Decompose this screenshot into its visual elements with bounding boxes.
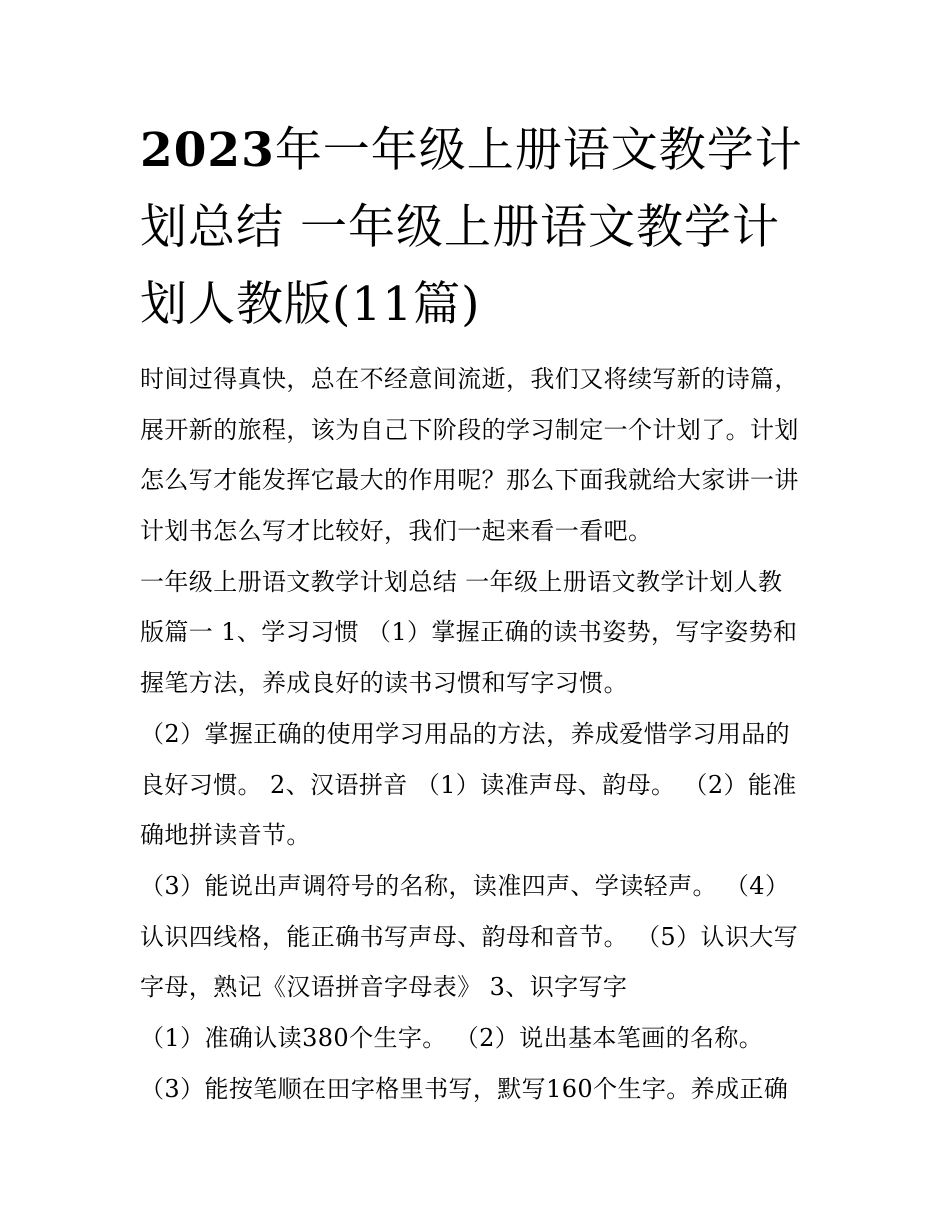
text-line: 时间过得真快，总在不经意间流逝，我们又将续写新的诗篇， (140, 365, 799, 393)
text-line: （2）掌握正确的使用学习用品的方法，养成爱惜学习用品的 (140, 719, 791, 748)
title-year: 2023 (140, 123, 275, 178)
title-text: 年一年级上册语文教学计划总结 一年级上册语文教学计划人教版(11篇) (140, 123, 803, 332)
text-line: （1）准确认读380个生字。 （2）说出基本笔画的名称。 (140, 1023, 764, 1052)
text-line: 计划书怎么写才比较好，我们一起来看一看吧。 (140, 517, 653, 546)
text-line: （3）能说出声调符号的名称，读准四声、学读轻声。 （4） (140, 871, 790, 900)
document-body (140, 354, 820, 1114)
text-line: 握笔方法，养成良好的读书习惯和写字习惯。 (140, 669, 628, 698)
text-line: 字母，熟记《汉语拼音字母表》 3、识字写字 (140, 973, 628, 1002)
text-line: 良好习惯。 2、汉语拼音 （1）读准声母、韵母。 （2）能准 (140, 770, 797, 799)
text-line: 怎么写才能发挥它最大的作用呢？那么下面我就给大家讲一讲 (140, 466, 799, 495)
text-line: 认识四线格，能正确书写声母、韵母和音节。 （5）认识大写 (140, 922, 799, 951)
text-line: 展开新的旅程，该为自己下阶段的学习制定一个计划了。计划 (140, 415, 799, 444)
text-line: 一年级上册语文教学计划总结 一年级上册语文教学计划人教 (140, 567, 783, 596)
document-title (140, 112, 820, 343)
text-line: （3）能按笔顺在田字格里书写，默写160个生字。养成正确 (140, 1074, 789, 1103)
text-line: 版篇一 1、学习习惯 （1）掌握正确的读书姿势，写字姿势和 (140, 618, 798, 647)
text-line: 确地拼读音节。 (140, 821, 311, 850)
